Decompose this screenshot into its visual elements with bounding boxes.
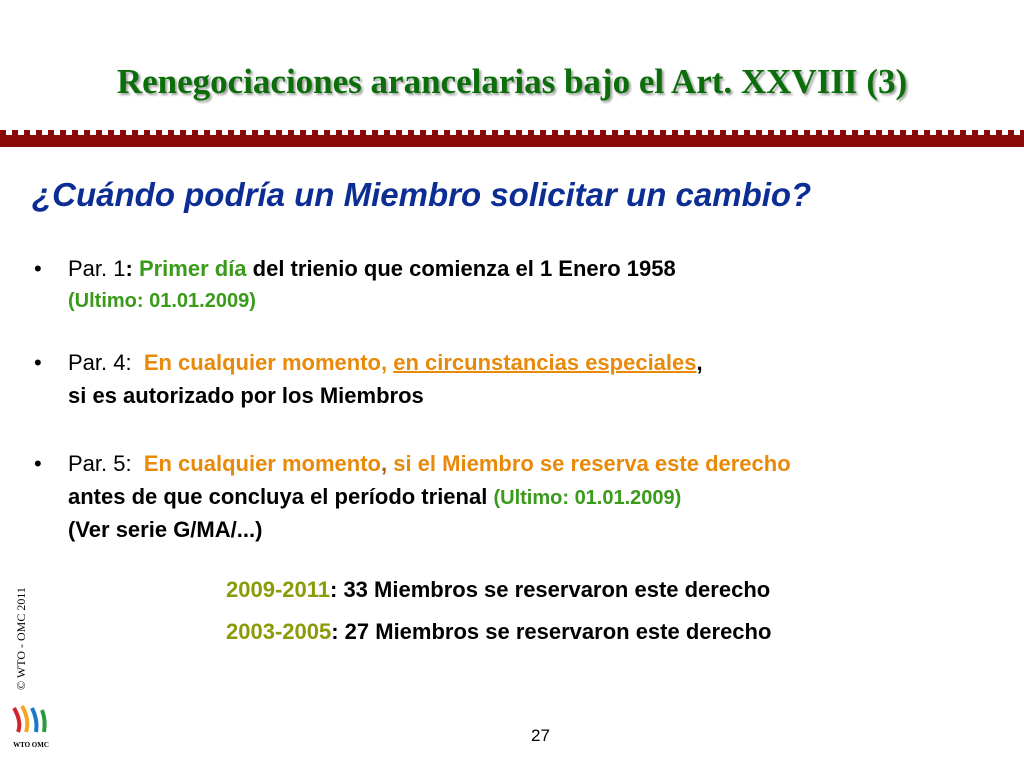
par-highlight: En cualquier momento: [143, 451, 381, 476]
logo-text: WTO OMC: [13, 741, 49, 749]
stat-years: 2003-2005: [226, 619, 332, 644]
par-label: Par. 1: [68, 256, 126, 281]
stat-line-1: [226, 577, 770, 603]
page-number: 27: [531, 726, 550, 745]
bullet-marker: •: [34, 350, 42, 375]
par-note: (Ultimo: 01.01.2009): [493, 487, 682, 509]
par-highlight: Primer día: [138, 256, 247, 281]
par-comma: ,: [696, 350, 703, 375]
par-highlight-underlined: en circunstancias especiales: [393, 350, 697, 375]
par-highlight2: si el Miembro se reserva este derecho: [387, 451, 791, 476]
stat-years: 2009-2011: [226, 577, 330, 602]
copyright-text: © WTO - OMC 2011: [14, 587, 28, 690]
par-line2: antes de que concluya el período trienal: [68, 484, 488, 509]
stat-text: : 27 Miembros se reservaron este derecho: [331, 619, 772, 644]
par-label: Par. 5:: [68, 451, 132, 476]
title-divider-bar: [0, 135, 1024, 147]
par-comma: ,: [380, 451, 388, 476]
par-text: del trienio que comienza el 1 Enero 1958: [246, 256, 676, 281]
slide-title: Renegociaciones arancelarias bajo el Art. XXVIII (3): [116, 62, 908, 101]
par-line3: (Ver serie G/MA/...): [68, 517, 263, 542]
bullet-marker: •: [34, 256, 42, 281]
par-colon: :: [125, 256, 133, 281]
bullet-marker: •: [34, 451, 42, 476]
par-note: (Ultimo: 01.01.2009): [68, 290, 256, 312]
slide-question: ¿Cuándo podría un Miembro solicitar un cambio?: [32, 176, 812, 213]
stat-text: : 33 Miembros se reservaron este derecho: [330, 577, 771, 602]
stat-line-2: [226, 619, 771, 645]
par-highlight: En cualquier momento,: [143, 350, 388, 375]
par-line2: si es autorizado por los Miembros: [68, 383, 424, 408]
par-label: Par. 4:: [68, 350, 132, 375]
wto-logo-icon: [8, 702, 54, 750]
